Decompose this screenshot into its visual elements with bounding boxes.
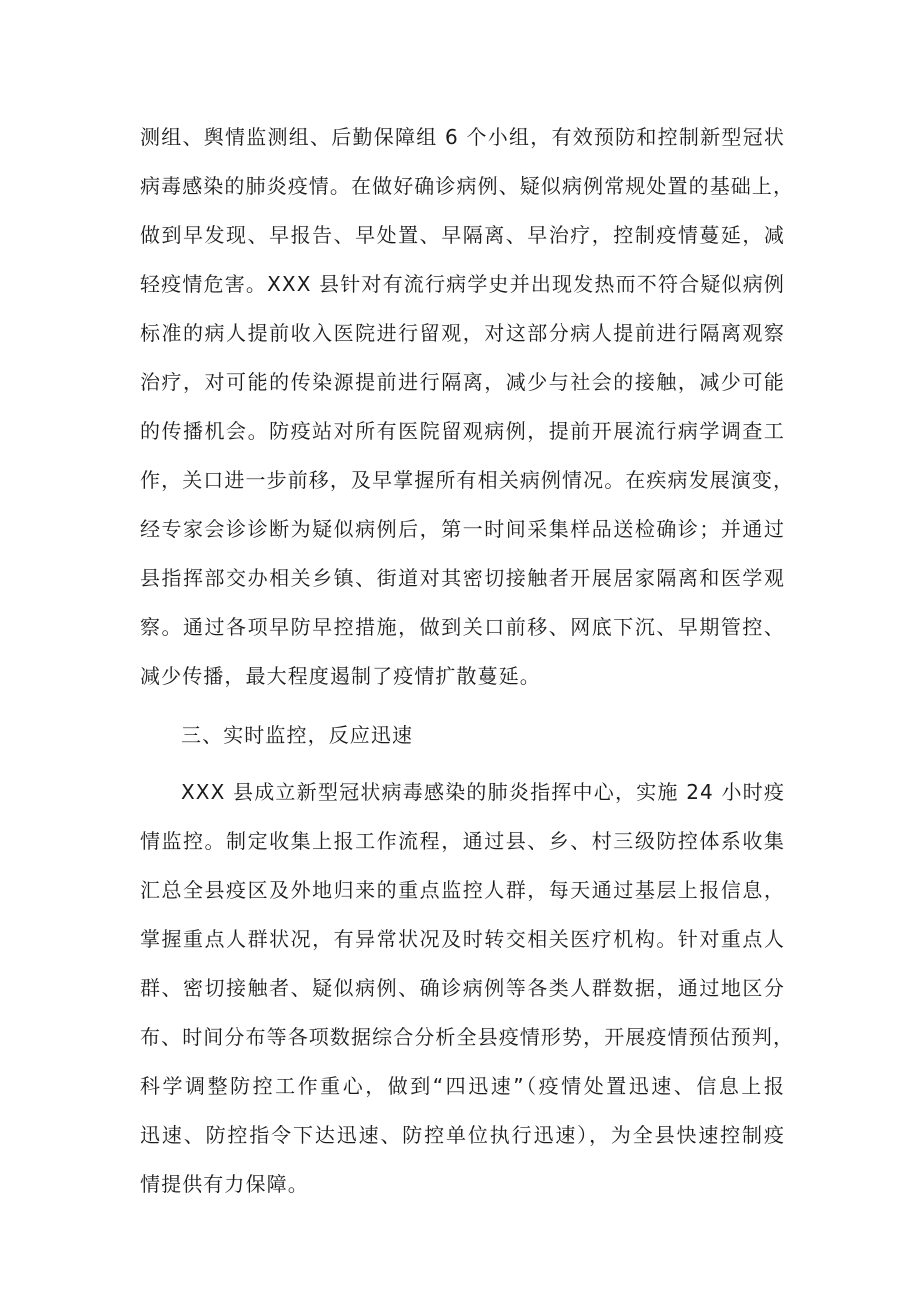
- text-line: 掌握重点人群状况，有异常状况及时转交相关医疗机构。针对重点人: [140, 927, 785, 951]
- text-line: 情监控。制定收集上报工作流程，通过县、乡、村三级防控体系收集: [140, 829, 785, 853]
- document-body: [140, 113, 795, 1209]
- text-line: 测组、舆情监测组、后勤保障组 6 个小组，有效预防和控制新型冠状: [140, 125, 785, 149]
- text-line: 县指挥部交办相关乡镇、街道对其密切接触者开展居家隔离和医学观: [140, 566, 785, 590]
- paragraph-realtime-monitoring: [140, 768, 795, 1209]
- text-line: 汇总全县疫区及外地归来的重点监控人群，每天通过基层上报信息，: [140, 878, 785, 902]
- text-line: 作，关口进一步前移，及早掌握所有相关病例情况。在疾病发展演变，: [140, 468, 795, 492]
- text-line: 减少传播，最大程度遏制了疫情扩散蔓延。: [140, 664, 541, 688]
- text-line: 经专家会诊诊断为疑似病例后，第一时间采集样品送检确诊；并通过: [140, 517, 785, 541]
- text-line: 察。通过各项早防早控措施，做到关口前移、网底下沉、早期管控、: [140, 615, 785, 639]
- paragraph-prevention-measures: [140, 113, 795, 701]
- text-line: 做到早发现、早报告、早处置、早隔离、早治疗，控制疫情蔓延，减: [140, 223, 785, 247]
- text-line: 迅速、防控指令下达迅速、防控单位执行迅速），为全县快速控制疫: [140, 1123, 785, 1147]
- text-line: 轻疫情危害。XXX 县针对有流行病学史并出现发热而不符合疑似病例: [140, 272, 785, 296]
- section-heading: 三、实时监控，反应迅速: [181, 723, 414, 747]
- text-line: 情提供有力保障。: [140, 1172, 309, 1196]
- text-line: 布、时间分布等各项数据综合分析全县疫情形势，开展疫情预估预判，: [140, 1025, 795, 1049]
- text-line: 科学调整防控工作重心，做到“四迅速”（疫情处置迅速、信息上报: [140, 1074, 785, 1098]
- text-line: XXX 县成立新型冠状病毒感染的肺炎指挥中心，实施 24 小时疫: [181, 780, 785, 804]
- text-line: 病毒感染的肺炎疫情。在做好确诊病例、疑似病例常规处置的基础上，: [140, 174, 795, 198]
- text-line: 群、密切接触者、疑似病例、确诊病例等各类人群数据，通过地区分: [140, 976, 785, 1000]
- text-line: 标准的病人提前收入医院进行留观，对这部分病人提前进行隔离观察: [140, 321, 785, 345]
- text-line: 治疗，对可能的传染源提前进行隔离，减少与社会的接触，减少可能: [140, 370, 785, 394]
- text-line: 的传播机会。防疫站对所有医院留观病例，提前开展流行病学调查工: [140, 419, 785, 443]
